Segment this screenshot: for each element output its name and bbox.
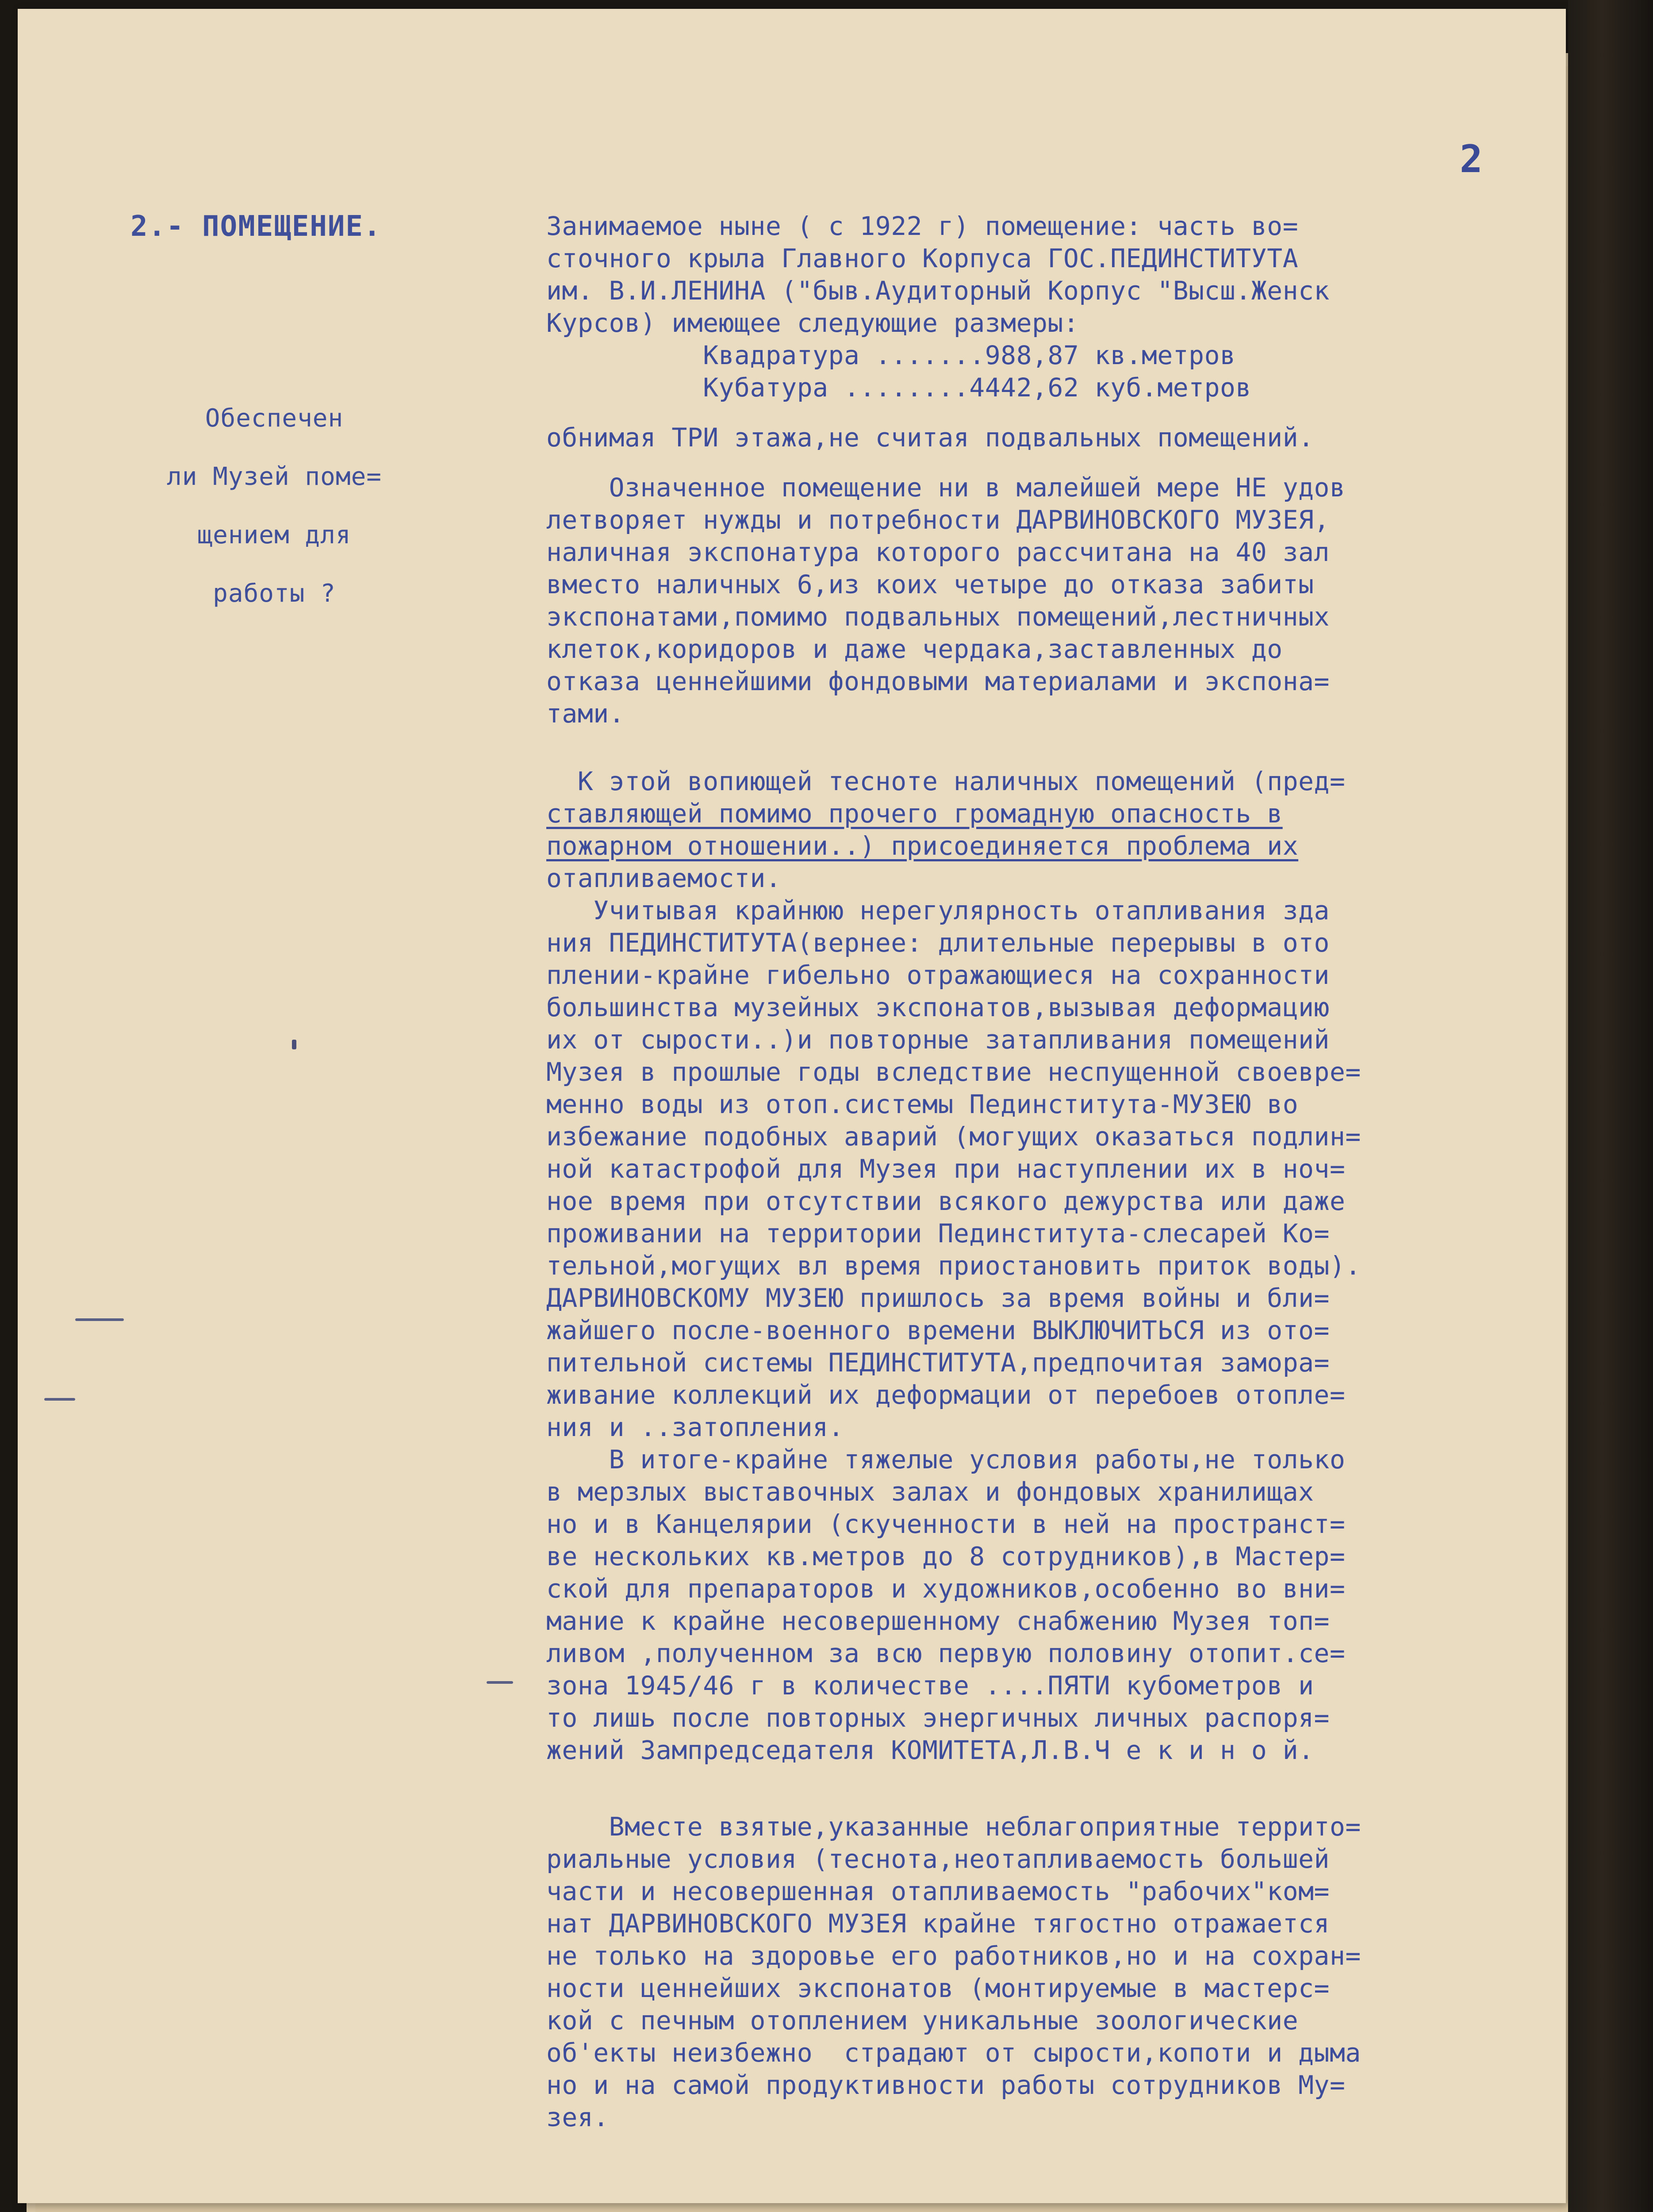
- paragraph: [546, 422, 1572, 454]
- margin-question-line: ли Музей поме=: [166, 462, 382, 491]
- margin-question-line: работы ?: [213, 579, 336, 608]
- margin-question: [124, 389, 425, 623]
- margin-mark: [44, 1398, 75, 1401]
- margin-question-line: Обеспечен: [205, 404, 344, 433]
- text-line: части и несовершенная отапливаемость "рабочих"ком=: [546, 1876, 1330, 1906]
- text-line: ния и ..затопления.: [546, 1412, 844, 1442]
- text-line: в мерзлых выставочных залах и фондовых хранилищах: [546, 1477, 1314, 1507]
- text-line: проживании на территории Пединститута-слесарей Ко=: [546, 1218, 1330, 1248]
- text-line: об'екты неизбежно страдают от сырости,копоти и дыма: [546, 2038, 1361, 2068]
- margin-question-line: щением для: [197, 521, 351, 549]
- text-line: им. В.И.ЛЕНИНА ("быв.Аудиторный Корпус "Высш.Женск: [546, 276, 1330, 306]
- text-line: Означенное помещение ни в малейшей мере НЕ удов: [546, 472, 1346, 503]
- text-line: Квадратура .......988,87 кв.метров: [546, 340, 1236, 370]
- text-line: ДАРВИНОВСКОМУ МУЗЕЮ пришлось за время войны и бли=: [546, 1283, 1330, 1313]
- margin-mark: [487, 1681, 513, 1684]
- text-line: отказа ценнейшими фондовыми материалами и экспона=: [546, 666, 1330, 696]
- text-line: но и на самой продуктивности работы сотрудников Му=: [546, 2070, 1346, 2100]
- margin-mark: [292, 1040, 296, 1049]
- section-heading: 2.- ПОМЕЩЕНИЕ.: [130, 210, 382, 243]
- text-line: ливом ,полученном за всю первую половину отопит.се=: [546, 1638, 1346, 1668]
- paragraph: [546, 765, 1572, 1767]
- text-line: жений Зампредседателя КОМИТЕТА,Л.В.Ч е к и н о й.: [546, 1735, 1314, 1765]
- text-line: кой с печным отоплением уникальные зоологические: [546, 2005, 1299, 2035]
- text-line: нат ДАРВИНОВСКОГО МУЗЕЯ крайне тягостно отражается: [546, 1909, 1330, 1939]
- text-line: большинства музейных экспонатов,вызывая деформацию: [546, 992, 1330, 1022]
- text-line: пожарном отношении..) присоединяется проблема их: [546, 831, 1299, 861]
- margin-mark: [75, 1318, 124, 1321]
- text-line: ной катастрофой для Музея при наступлении их в ноч=: [546, 1154, 1346, 1184]
- text-line: плении-крайне гибельно отражающиеся на сохранности: [546, 960, 1330, 990]
- text-line: Занимаемое ныне ( с 1922 г) помещение: часть во=: [546, 211, 1299, 241]
- text-line: сточного крыла Главного Корпуса ГОС.ПЕДИНСТИТУТА: [546, 243, 1299, 273]
- paragraph: [546, 210, 1572, 404]
- text-line: пительной системы ПЕДИНСТИТУТА,предпочитая замора=: [546, 1348, 1330, 1378]
- binding-edge: [1568, 0, 1653, 2212]
- text-line: жайшего после-военного времени ВЫКЛЮЧИТЬСЯ из ото=: [546, 1315, 1330, 1345]
- text-line: ской для препараторов и художников,особенно во вни=: [546, 1574, 1346, 1604]
- text-line: Курсов) имеющее следующие размеры:: [546, 308, 1079, 338]
- text-line: клеток,коридоров и даже чердака,заставленных до: [546, 634, 1283, 664]
- text-line: ставляющей помимо прочего громадную опасность в: [546, 799, 1283, 829]
- text-line: летворяет нужды и потребности ДАРВИНОВСКОГО МУЗЕЯ,: [546, 505, 1330, 535]
- text-line: обнимая ТРИ этажа,не считая подвальных помещений.: [546, 422, 1314, 453]
- text-line: тами.: [546, 699, 625, 729]
- text-line: ве нескольких кв.метров до 8 сотрудников),в Мастер=: [546, 1541, 1346, 1571]
- text-line: риальные условия (теснота,неотапливаемость большей: [546, 1844, 1330, 1874]
- text-line: экспонатами,помимо подвальных помещений,лестничных: [546, 602, 1330, 632]
- text-line: то лишь после повторных энергичных личных распоря=: [546, 1703, 1330, 1733]
- text-line: ния ПЕДИНСТИТУТА(вернее: длительные перерывы в ото: [546, 928, 1330, 958]
- text-line: не только на здоровье его работников,но и на сохран=: [546, 1941, 1361, 1971]
- body-text: [546, 210, 1572, 2134]
- text-line: наличная экспонатура которого рассчитана на 40 зал: [546, 537, 1330, 567]
- paragraph: [546, 1811, 1572, 2134]
- text-line: ности ценнейших экспонатов (монтируемые в мастерс=: [546, 1973, 1330, 2003]
- text-line: тельной,могущих вл время приостановить приток воды).: [546, 1251, 1361, 1281]
- text-line: ное время при отсутствии всякого дежурства или даже: [546, 1186, 1346, 1216]
- text-line: отапливаемости.: [546, 863, 782, 893]
- paragraph: [546, 472, 1572, 730]
- text-line: Кубатура ........4442,62 куб.метров: [546, 373, 1251, 403]
- text-line: живание коллекций их деформации от перебоев отопле=: [546, 1380, 1346, 1410]
- text-line: их от сырости..)и повторные затапливания помещений: [546, 1025, 1330, 1055]
- text-line: В итоге-крайне тяжелые условия работы,не только: [546, 1444, 1346, 1475]
- text-line: Учитывая крайнюю нерегулярность отапливания зда: [546, 895, 1330, 926]
- text-line: зея.: [546, 2102, 609, 2132]
- text-line: Вместе взятые,указанные неблагоприятные террито=: [546, 1812, 1361, 1842]
- typewritten-page: [18, 9, 1566, 2203]
- text-line: Музея в прошлые годы вследствие неспущенной своевре=: [546, 1057, 1361, 1087]
- text-line: но и в Канцелярии (скученности в ней на пространст=: [546, 1509, 1346, 1539]
- text-line: зона 1945/46 г в количестве ....ПЯТИ кубометров и: [546, 1671, 1314, 1701]
- text-line: мание к крайне несовершенному снабжению Музея топ=: [546, 1606, 1330, 1636]
- text-line: менно воды из отоп.системы Пединститута-МУЗЕЮ во: [546, 1089, 1299, 1119]
- text-line: вместо наличных 6,из коих четыре до отказа забиты: [546, 569, 1314, 599]
- text-line: К этой вопиющей тесноте наличных помещений (пред=: [546, 766, 1346, 796]
- page-number: 2: [1460, 137, 1483, 181]
- text-line: избежание подобных аварий (могущих оказаться подлин=: [546, 1121, 1361, 1152]
